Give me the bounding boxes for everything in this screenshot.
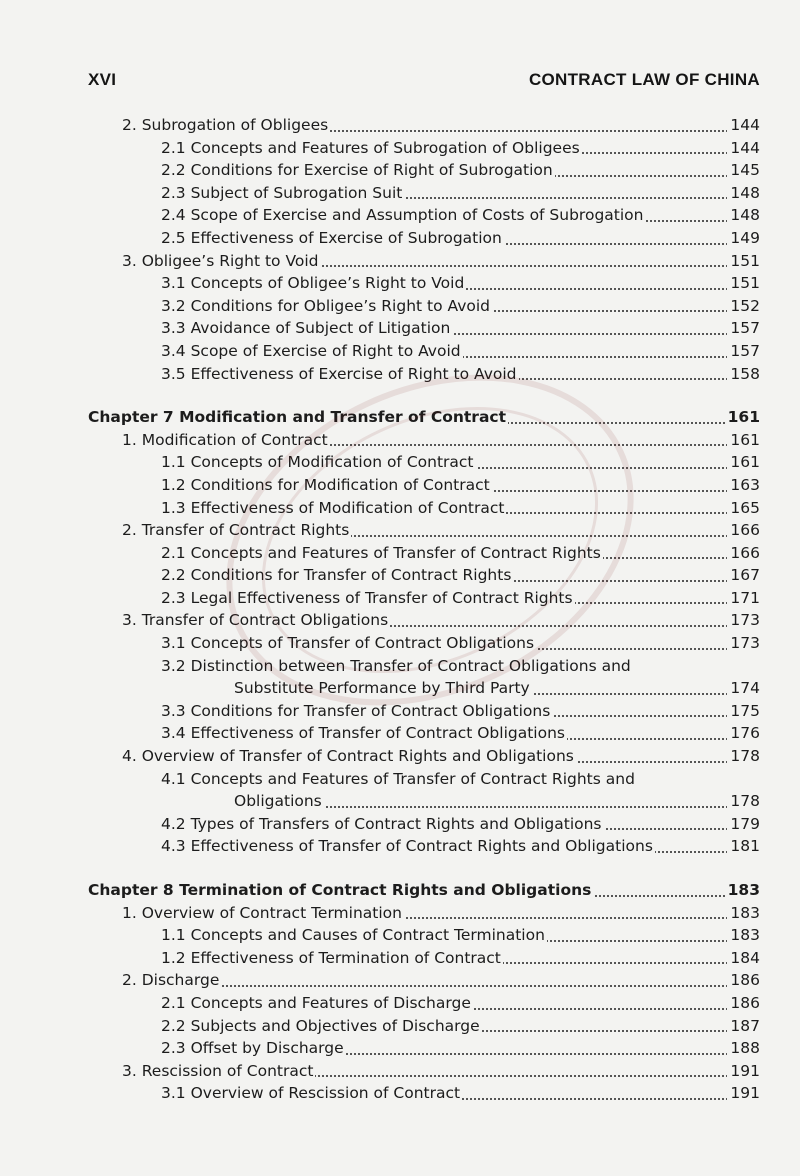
toc-entry-title: 2.2 Conditions for Transfer of Contract Rights	[161, 566, 512, 585]
toc-entry-title: 2.1 Concepts and Features of Subrogation of Obligees	[161, 138, 580, 157]
toc-entry-title: 1.2 Conditions for Modification of Contract	[161, 475, 490, 494]
toc-entry-title: 4.1 Concepts and Features of Transfer of Contract Rights and	[161, 769, 635, 788]
toc-entry	[0, 947, 800, 970]
toc-entry-page-number: 167	[727, 564, 760, 586]
toc-entry-title: 2. Subrogation of Obligees	[122, 116, 329, 134]
toc-entry-page-number: 178	[727, 745, 760, 767]
toc-entry-title: 3.3 Conditions for Transfer of Contract Obligations	[161, 701, 551, 720]
toc-entry	[0, 272, 800, 295]
toc-entry-title: 2.2 Conditions for Exercise of Right of Subrogation	[161, 161, 553, 180]
toc-entry	[0, 429, 800, 452]
toc-entry	[0, 340, 800, 363]
toc-entry-title: 2. Transfer of Contract Rights	[122, 521, 350, 540]
toc-entry-title: 2.5 Effectiveness of Exercise of Subrogation	[161, 228, 502, 247]
toc-entry	[0, 924, 800, 947]
toc-entry-title: Substitute Performance by Third Party	[234, 679, 530, 698]
toc-entry-page-number: 183	[727, 902, 760, 924]
toc-entry-page-number: 148	[727, 182, 760, 204]
toc-entry	[0, 182, 800, 205]
toc-entry-title: 1. Modification of Contract	[122, 430, 328, 449]
toc-entry-page-number: 181	[727, 835, 760, 857]
toc-entry-page-number: 152	[727, 295, 760, 317]
toc-entry	[0, 902, 800, 925]
toc-entry-page-number: 166	[727, 542, 760, 564]
toc-entry-page-number: 184	[727, 947, 760, 969]
toc-entry	[0, 451, 800, 474]
toc-entry-page-number: 186	[727, 992, 760, 1014]
toc-entry	[0, 564, 800, 587]
toc-entry	[0, 474, 800, 497]
toc-entry-page-number: 183	[725, 879, 760, 901]
toc-entry-title: 2.1 Concepts and Features of Transfer of Contract Rights	[161, 543, 601, 562]
toc-entry-page-number: 158	[727, 363, 760, 385]
running-header	[88, 70, 760, 94]
toc-entry-title: 4.3 Effectiveness of Transfer of Contract Rights and Obligations	[161, 837, 653, 856]
toc-entry	[0, 609, 800, 632]
toc-entry-page-number: 179	[727, 813, 760, 835]
toc-entry	[0, 655, 800, 678]
toc-entry	[0, 1037, 800, 1060]
toc-entry-title: 1.1 Concepts and Causes of Contract Termination	[161, 926, 545, 945]
toc-entry	[0, 497, 800, 520]
toc-entry	[0, 835, 800, 858]
toc-entry-page-number: 144	[727, 137, 760, 159]
toc-entry-title: 1.2 Effectiveness of Termination of Contract	[161, 948, 501, 967]
section-gap	[0, 385, 800, 406]
toc-chapter-entry	[0, 879, 800, 902]
toc-entry-title: 2.1 Concepts and Features of Discharge	[161, 993, 471, 1012]
toc-entry	[0, 114, 800, 137]
toc-entry-page-number: 173	[727, 609, 760, 631]
toc-entry-title: 1. Overview of Contract Termination	[122, 903, 402, 922]
toc-entry	[0, 295, 800, 318]
toc-entry-title: 2.3 Legal Effectiveness of Transfer of Contract Rights	[161, 588, 573, 607]
toc-entry-page-number: 151	[727, 272, 760, 294]
toc-entry	[0, 632, 800, 655]
toc-entry-page-number: 163	[727, 474, 760, 496]
toc-entry-page-number: 187	[727, 1015, 760, 1037]
toc-entry	[0, 519, 800, 542]
toc-entry-continuation	[0, 790, 800, 813]
toc-entry-page-number: 175	[727, 700, 760, 722]
toc-entry	[0, 317, 800, 340]
toc-entry-page-number: 191	[727, 1082, 760, 1104]
toc-entry-page-number: 188	[727, 1037, 760, 1059]
toc-entry-page-number: 161	[725, 406, 760, 428]
toc-entry	[0, 1082, 800, 1105]
toc-entry	[0, 587, 800, 610]
toc-entry-continuation	[0, 677, 800, 700]
toc-entry	[0, 700, 800, 723]
toc-chapter-entry	[0, 406, 800, 429]
toc-entry-title: 3.3 Avoidance of Subject of Litigation	[161, 319, 451, 338]
section-gap	[0, 858, 800, 879]
toc-entry-page-number: 145	[727, 159, 760, 181]
toc-entry-title: Chapter 8 Termination of Contract Rights and Obligations	[88, 881, 592, 899]
toc-entry-title: 3.2 Distinction between Transfer of Contract Obligations and	[161, 656, 631, 675]
toc-entry	[0, 768, 800, 791]
toc-entry-title: 3.1 Concepts of Obligee’s Right to Void	[161, 274, 465, 293]
toc-entry-page-number: 166	[727, 519, 760, 541]
toc-entry	[0, 992, 800, 1015]
toc-entry-title: 3.5 Effectiveness of Exercise of Right to Avoid	[161, 364, 517, 383]
table-of-contents	[0, 114, 800, 1105]
toc-entry	[0, 1015, 800, 1038]
toc-entry-page-number: 151	[727, 250, 760, 272]
toc-entry	[0, 137, 800, 160]
toc-entry-page-number: 178	[727, 790, 760, 812]
toc-entry-page-number: 161	[727, 451, 760, 473]
toc-entry-title: 2.2 Subjects and Objectives of Discharge	[161, 1016, 480, 1035]
toc-entry	[0, 969, 800, 992]
toc-entry	[0, 745, 800, 768]
toc-entry-title: 2.4 Scope of Exercise and Assumption of Costs of Subrogation	[161, 206, 644, 225]
toc-entry-title: 3.1 Concepts of Transfer of Contract Obligations	[161, 634, 535, 653]
toc-entry-title: 3. Obligee’s Right to Void	[122, 251, 319, 270]
page-number-roman: XVI	[88, 70, 117, 89]
toc-entry-page-number: 148	[727, 204, 760, 226]
toc-entry	[0, 363, 800, 386]
toc-entry	[0, 250, 800, 273]
toc-entry-title: 2.3 Offset by Discharge	[161, 1039, 344, 1058]
toc-entry-page-number: 157	[727, 317, 760, 339]
toc-entry	[0, 1060, 800, 1083]
toc-entry-page-number: 165	[727, 497, 760, 519]
toc-entry-page-number: 191	[727, 1060, 760, 1082]
toc-entry	[0, 227, 800, 250]
toc-entry-title: 3.2 Conditions for Obligee’s Right to Avoid	[161, 296, 491, 315]
toc-entry	[0, 722, 800, 745]
toc-entry-title: 3.4 Effectiveness of Transfer of Contract Obligations	[161, 724, 565, 743]
toc-entry-title: Chapter 7 Modification and Transfer of Contract	[88, 408, 507, 427]
toc-entry-page-number: 173	[727, 632, 760, 654]
toc-entry	[0, 204, 800, 227]
toc-entry	[0, 813, 800, 836]
toc-entry-title: 1.1 Concepts of Modification of Contract	[161, 453, 474, 472]
toc-entry-title: 4. Overview of Transfer of Contract Rights and Obligations	[122, 747, 574, 766]
toc-entry-title: 2.3 Subject of Subrogation Suit	[161, 183, 403, 202]
toc-entry-page-number: 183	[727, 924, 760, 946]
toc-entry-page-number: 186	[727, 969, 760, 991]
toc-entry-title: 1.3 Effectiveness of Modification of Contract	[161, 498, 505, 517]
book-title: CONTRACT LAW OF CHINA	[528, 70, 760, 89]
toc-entry	[0, 159, 800, 182]
toc-entry-title: 3. Rescission of Contract	[122, 1061, 314, 1080]
toc-entry-page-number: 176	[727, 722, 760, 744]
toc-entry-title: 4.2 Types of Transfers of Contract Rights and Obligations	[161, 814, 602, 833]
toc-entry-page-number: 171	[727, 587, 760, 609]
toc-entry-title: 3.1 Overview of Rescission of Contract	[161, 1084, 461, 1103]
toc-entry-title: 3. Transfer of Contract Obligations	[122, 611, 389, 630]
toc-entry-title: Obligations	[234, 792, 322, 811]
toc-entry-page-number: 174	[727, 677, 760, 699]
toc-entry-page-number: 157	[727, 340, 760, 362]
toc-entry-page-number: 149	[727, 227, 760, 249]
toc-entry-page-number: 144	[727, 114, 760, 136]
toc-entry-title: 2. Discharge	[122, 971, 220, 990]
toc-entry-title: 3.4 Scope of Exercise of Right to Avoid	[161, 341, 461, 360]
toc-entry-page-number: 161	[727, 429, 760, 451]
toc-entry	[0, 542, 800, 565]
